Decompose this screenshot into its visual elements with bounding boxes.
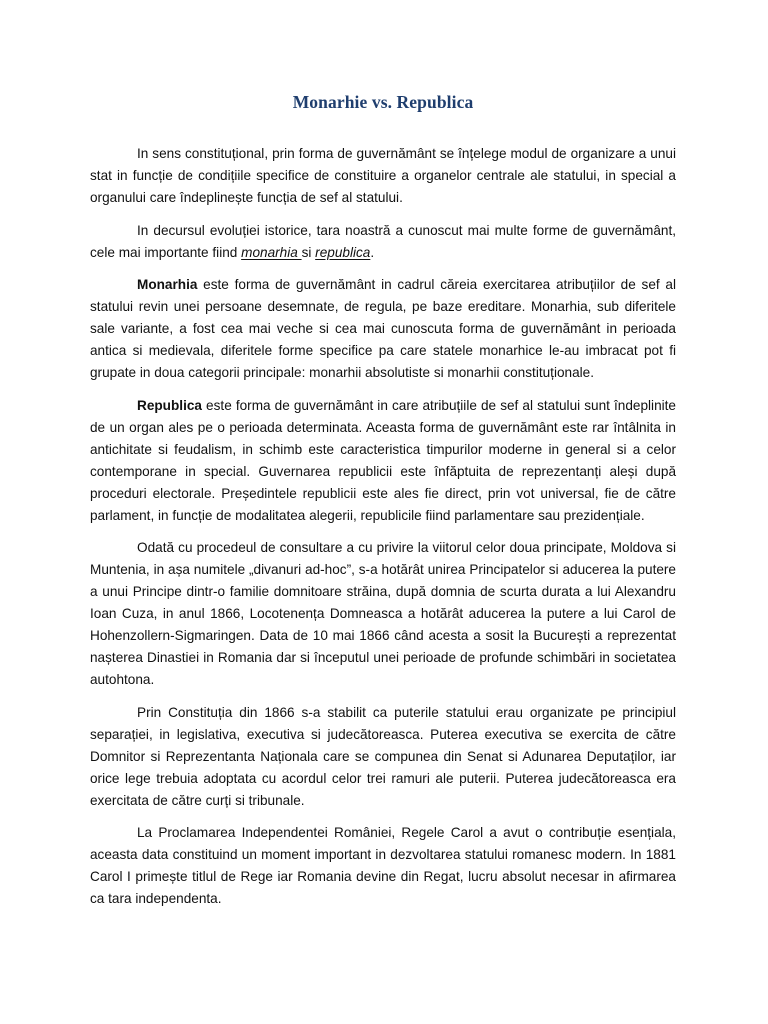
paragraph-forms-conjunction: si: [301, 244, 316, 260]
term-monarhia-link[interactable]: monarhia: [241, 244, 302, 260]
paragraph-monarhia: [90, 274, 676, 384]
paragraph-definition-text: In sens constituțional, prin forma de guvernământ se înțelege modul de organizare a unui stat in funcție de condițiile specifice de constituire a organelor centrale ale statului, in special a organului care îndeplinește funcția de sef al statului.: [90, 146, 676, 205]
term-republica-link[interactable]: republica: [315, 244, 371, 260]
page-title: Monarhie vs. Republica: [292, 92, 474, 112]
paragraph-independenta: [90, 822, 676, 910]
paragraph-forms-end: .: [370, 244, 375, 260]
paragraph-unirea-text: Odată cu procedeul de consultare a cu privire la viitorul celor doua principate, Moldova si Muntenia, in așa numitele „divanuri ad-hoc”, s-a hotărât unirea Principatelor si aducerea la putere a unui Principe dintr-o familie domnitoare străina, după domnia de scurta durata a lui Alexandru Ioan Cuza, in anul 1866, Locotenența Domneasca a hotărât aducerea la putere a lui Carol de Hohenzollern-Sigmaringen. Data de 10 mai 1866 când acesta a sosit la București a reprezentat nașterea Dinastiei in Romania dar si începutul unei perioade de profunde schimbări in societatea autohtona.: [90, 540, 676, 687]
paragraph-constitutia-text: Prin Constituția din 1866 s-a stabilit ca puterile statului erau organizate pe principiul separației, in legislativa, executiva si judecătoreasca. Puterea executiva se exercita de către Domnitor si Reprezentanta Naționala care se compunea din Senat si Adunarea Deputaților, iar orice lege trebuia adoptata cu acordul celor trei ramuri ale puterii. Puterea judecătoreasca era exercitata de către curți si tribunale.: [90, 704, 676, 808]
paragraph-forms-text: In decursul evoluției istorice, tara noastră a cunoscut mai multe forme de guvernământ, cele mai importante fiind: [90, 222, 676, 260]
paragraph-republica: [90, 395, 676, 527]
paragraph-republica-text: este forma de guvernământ in care atribuțiile de sef al statului sunt îndeplinite de un organ ales pe o perioada determinata. Aceasta forma de guvernământ este rar întâlnita in antichitate si feudalism, in schimb este caracteristica timpurilor moderne in general si a celor contemporane in special. Guvernarea republicii este înfăptuita de reprezentanți aleși după proceduri electorale. Președintele republicii este ales fie direct, prin vot universal, fie de către parlament, in funcție de modalitatea alegerii, republicile fiind parlamentare sau prezidențiale.: [90, 397, 676, 523]
republica-heading-term: Republica: [137, 397, 202, 413]
paragraph-independenta-text: La Proclamarea Independentei României, Regele Carol a avut o contribuție esențiala, aceasta data constituind un moment important in dezvoltarea statului romanesc modern. In 1881 Carol I primește titlul de Rege iar Romania devine din Regat, lucru absolut necesar in afirmarea ca tara independenta.: [90, 825, 676, 906]
paragraph-monarhia-text: este forma de guvernământ in cadrul căreia exercitarea atribuțiilor de sef al statului revin unei persoane desemnate, de regula, pe baze ereditare. Monarhia, sub diferitele sale variante, a fost cea mai veche si cea mai cunoscuta forma de guvernământ in perioada antica si medievala, diferitele forme specifice pa care statele monarhice le-au imbracat pot fi grupate in doua categorii principale: monarhii absolutiste si monarhii constituționale.: [90, 277, 676, 380]
paragraph-unirea: [90, 537, 676, 691]
document-page: [90, 92, 676, 921]
monarhia-heading-term: Monarhia: [137, 277, 198, 292]
paragraph-definition: [90, 143, 676, 209]
paragraph-constitutia-1866: [90, 702, 676, 812]
paragraph-forms: [90, 220, 676, 264]
